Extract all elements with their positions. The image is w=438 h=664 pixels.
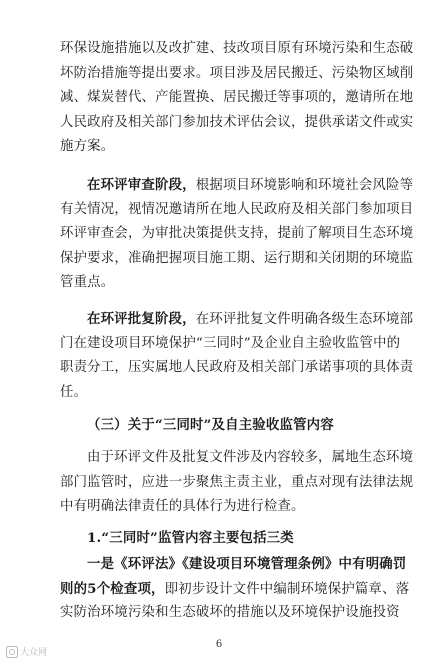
text-line: 职责分工，压实属地人民政府及相关部门承诺事项的具体责 (60, 360, 414, 375)
text-line: 环保设施措施以及改扩建、技改项目原有环境污染和生态破 (60, 41, 414, 56)
text-line (60, 173, 414, 198)
text-line: 保护要求，准确把握项目施工期、运行期和关闭期的环境监 (60, 250, 414, 266)
text-line: 门在建设项目环境保护“三同时”及企业自主验收监管中的 (60, 335, 401, 351)
text-line (60, 307, 414, 332)
text-line: 中有明确法律责任的具体行为进行检查。 (60, 499, 305, 514)
watermark-logo-icon (6, 646, 18, 658)
text-line: 人民政府及相关部门参加技术评估会议，提供承诺文件或实 (60, 114, 414, 130)
text-run: 在环评批复文件明确各级生态环境部 (195, 312, 414, 327)
subheading-text: 1.“三同时”监管内容主要包括三类 (87, 530, 294, 546)
text-line: 部门监管时，应进一步聚焦主责主业，重点对现有法律法规 (60, 474, 414, 490)
paragraph-continuation (60, 37, 414, 160)
watermark-text: 大众网 (20, 648, 48, 658)
text-line: 实防治环境污染和生态破坏的措施以及环境保护设施投资 (60, 605, 400, 620)
text-line: 有关情况，视情况邀请所在地人民政府及相关部门参加项目 (60, 201, 414, 217)
lead-phrase: 则的5个检查项， (60, 580, 165, 597)
text-line: 管重点。 (60, 275, 115, 290)
text-line: 施方案。 (60, 139, 115, 154)
subheading (60, 526, 388, 551)
text-line: 环评审查会，为审批决策提供支持，提前了解项目生态环境 (60, 226, 414, 241)
watermark (6, 645, 47, 658)
section-heading (60, 413, 388, 438)
text-line: 坏防治措施等提出要求。项目涉及居民搬迁、污染物区域削 (60, 65, 414, 81)
paragraph-review-stage (60, 173, 414, 296)
text-line (60, 577, 410, 602)
paragraph-supervision (60, 446, 414, 520)
text-line: 任。 (60, 384, 88, 400)
lead-phrase: 在环评批复阶段， (87, 311, 196, 327)
paragraph-check-items (60, 552, 410, 626)
text-line: 减、煤炭替代、产能置换、居民搬迁等事项的，邀请所在地 (60, 90, 414, 105)
section-heading-text: （三）关于“三同时”及自主验收监管内容 (87, 417, 334, 433)
text-run: 根据项目环境影响和环境社会风险等 (195, 178, 414, 193)
paragraph-approval-stage (60, 307, 414, 405)
text-line: 一是《环评法》《建设项目环境管理条例》中有明确罚 (87, 556, 407, 572)
page-number: 6 (215, 639, 223, 650)
text-run: 即初步设计文件中编制环境保护篇章、落 (164, 581, 410, 597)
text-line: 由于环评文件及批复文件涉及内容较多，属地生态环境 (87, 450, 414, 465)
lead-phrase: 在环评审查阶段， (87, 177, 196, 193)
